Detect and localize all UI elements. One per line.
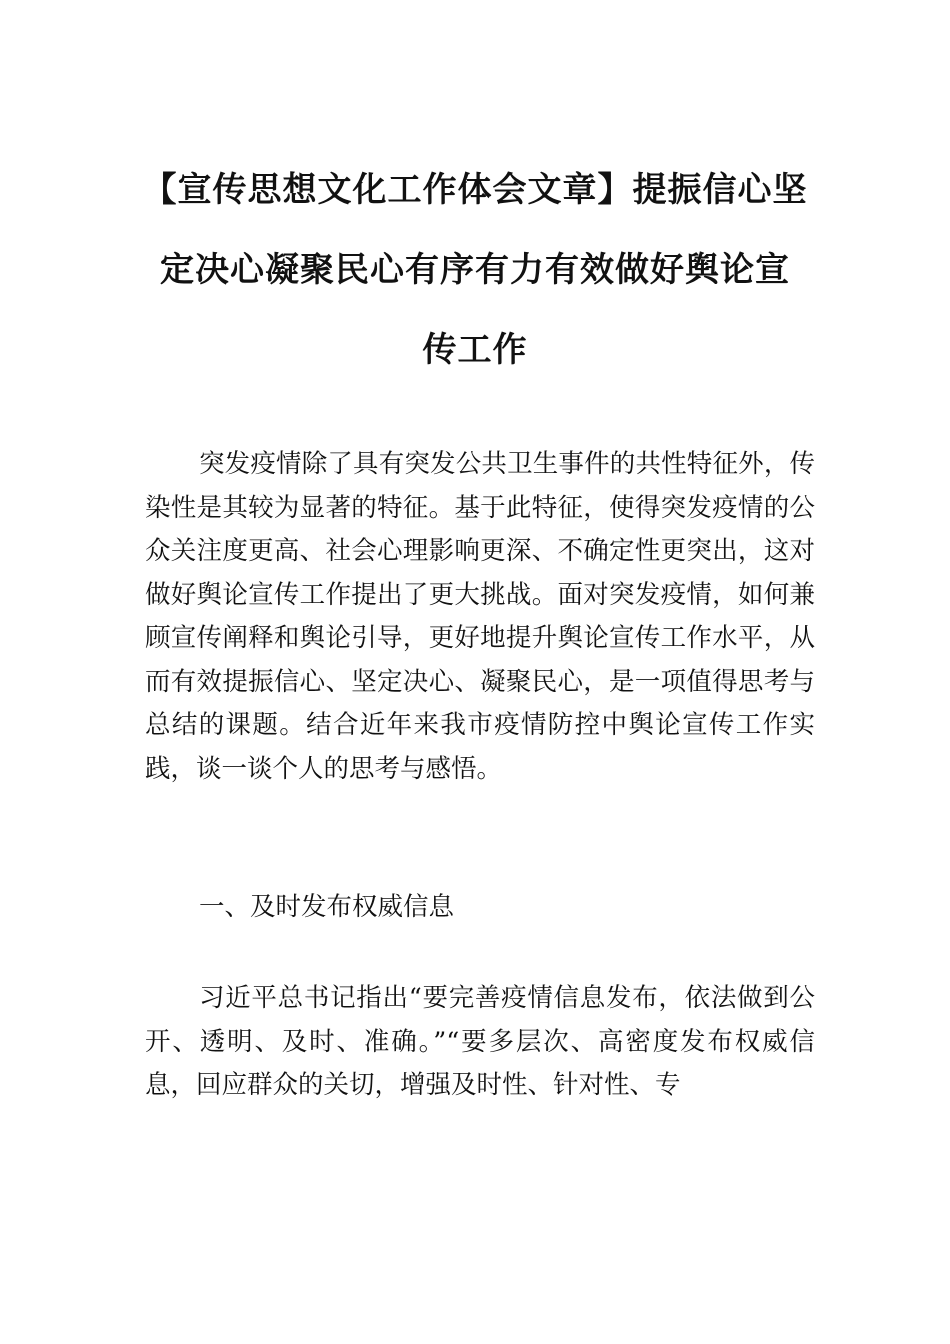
title-line-3: 传工作 [422,330,528,370]
title-line-1: 【宣传思想文化工作体会文章】提振信心坚 [142,170,808,210]
title-line-2: 定决心凝聚民心有序有力有效做好舆论宣 [160,250,790,290]
section-heading: 一、及时发布权威信息 [199,892,455,922]
section-paragraph: 习近平总书记指出“要完善疫情信息发布，依法做到公开、透明、及时、准确。”“要多层次、高密度发布权威信息，回应群众的关切，增强及时性、针对性、专 [145,983,815,1100]
intro-paragraph: 突发疫情除了具有突发公共卫生事件的共性特征外，传染性是其较为显著的特征。基于此特征，使得突发疫情的公众关注度更高、社会心理影响更深、不确定性更突出，这对做好舆论宣传工作提出了更大挑战。面对突发疫情，如何兼顾宣传阐释和舆论引导，更好地提升舆论宣传工作水平，从而有效提振信心、坚定决心、凝聚民心，是一项值得思考与总结的课题。结合近年来我市疫情防控中舆论宣传工作实践，谈一谈个人的思考与感悟。 [145,449,815,784]
document-title [140,150,810,390]
